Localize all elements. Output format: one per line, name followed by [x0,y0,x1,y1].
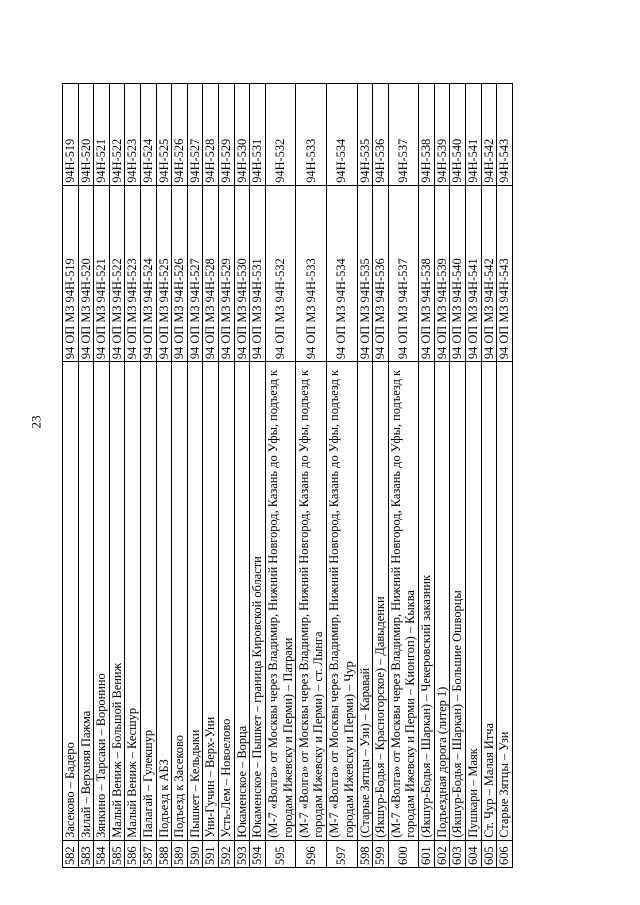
road-code-cell: 94Н-523 [125,84,141,186]
page-number: 23 [28,415,44,429]
road-code-cell: 94Н-539 [434,84,450,186]
road-id-cell: 94 ОП МЗ 94Н-537 [388,185,419,361]
table-row [296,84,327,868]
road-id-cell: 94 ОП МЗ 94Н-543 [497,185,513,361]
road-name-cell: Пушкари – Маяк [466,362,482,841]
road-id-cell: 94 ОП МЗ 94Н-525 [156,185,172,361]
road-code-cell: 94Н-530 [234,84,250,186]
table-row [109,84,125,868]
row-number-cell: 604 [466,840,482,867]
row-number-cell: 599 [373,840,389,867]
road-name-cell: Засеково – Бадеро [63,362,79,841]
road-name-cell: (М-7 «Волга» от Москвы через Владимир, Нижний Новгород, Казань до Уфы, подъезд к городам Ижевску и Перми) – Чур [326,362,357,841]
row-number-cell: 588 [156,840,172,867]
road-name-cell: Пышкет – Кельдыки [187,362,203,841]
row-number-cell: 595 [265,840,296,867]
table-row [172,84,188,868]
road-name-cell: Зилай – Верхняя Пажма [78,362,94,841]
road-name-cell: Малый Вениж – Кесшур [125,362,141,841]
road-code-cell: 94Н-528 [203,84,219,186]
table-row [388,84,419,868]
table-row [156,84,172,868]
road-code-cell: 94Н-531 [250,84,266,186]
road-code-cell: 94Н-532 [265,84,296,186]
table-row [218,84,234,868]
table-row [140,84,156,868]
road-id-cell: 94 ОП МЗ 94Н-519 [63,185,79,361]
table-row [78,84,94,868]
road-name-cell: Уни-Гучин – Верх-Уни [203,362,219,841]
road-code-cell: 94Н-527 [187,84,203,186]
road-code-cell: 94Н-525 [156,84,172,186]
road-name-cell: (Якшур-Бодья – Шаркан) – Большие Ошворцы [450,362,466,841]
road-code-cell: 94Н-538 [419,84,435,186]
table-row [357,84,373,868]
road-code-cell: 94Н-526 [172,84,188,186]
road-code-cell: 94Н-536 [373,84,389,186]
road-name-cell: Зянкино – Тарсаки – Воронино [94,362,110,841]
table-row [497,84,513,868]
row-number-cell: 601 [419,840,435,867]
row-number-cell: 582 [63,840,79,867]
road-id-cell: 94 ОП МЗ 94Н-528 [203,185,219,361]
road-code-cell: 94Н-519 [63,84,79,186]
road-id-cell: 94 ОП МЗ 94Н-541 [466,185,482,361]
row-number-cell: 590 [187,840,203,867]
road-name-cell: Подъездная дорога (литер 1) [434,362,450,841]
road-id-cell: 94 ОП МЗ 94Н-539 [434,185,450,361]
table-row [481,84,497,868]
road-id-cell: 94 ОП МЗ 94Н-520 [78,185,94,361]
road-id-cell: 94 ОП МЗ 94Н-533 [296,185,327,361]
road-name-cell: Подъезд к АБЗ [156,362,172,841]
road-code-cell: 94Н-521 [94,84,110,186]
row-number-cell: 600 [388,840,419,867]
row-number-cell: 603 [450,840,466,867]
row-number-cell: 605 [481,840,497,867]
road-id-cell: 94 ОП МЗ 94Н-527 [187,185,203,361]
road-name-cell: (Старые Зятцы – Узи) – Каравай [357,362,373,841]
row-number-cell: 597 [326,840,357,867]
table-row [326,84,357,868]
road-id-cell: 94 ОП МЗ 94Н-523 [125,185,141,361]
road-name-cell: Подъезд к Засеково [172,362,188,841]
road-id-cell: 94 ОП МЗ 94Н-530 [234,185,250,361]
road-id-cell: 94 ОП МЗ 94Н-535 [357,185,373,361]
road-name-cell: Палагай – Гулекшур [140,362,156,841]
road-code-cell: 94Н-543 [497,84,513,186]
table-row [434,84,450,868]
road-code-cell: 94Н-542 [481,84,497,186]
road-id-cell: 94 ОП МЗ 94Н-538 [419,185,435,361]
road-name-cell: Юкаменское – Пышкет – граница Кировской области [250,362,266,841]
road-code-cell: 94Н-537 [388,84,419,186]
roads-table [62,83,513,868]
row-number-cell: 589 [172,840,188,867]
table-row [125,84,141,868]
row-number-cell: 587 [140,840,156,867]
road-code-cell: 94Н-540 [450,84,466,186]
row-number-cell: 586 [125,840,141,867]
road-code-cell: 94Н-533 [296,84,327,186]
road-code-cell: 94Н-522 [109,84,125,186]
road-id-cell: 94 ОП МЗ 94Н-522 [109,185,125,361]
table-row [234,84,250,868]
road-id-cell: 94 ОП МЗ 94Н-542 [481,185,497,361]
row-number-cell: 596 [296,840,327,867]
road-code-cell: 94Н-520 [78,84,94,186]
row-number-cell: 585 [109,840,125,867]
table-row [63,84,79,868]
row-number-cell: 602 [434,840,450,867]
road-code-cell: 94Н-529 [218,84,234,186]
row-number-cell: 598 [357,840,373,867]
row-number-cell: 606 [497,840,513,867]
road-name-cell: Усть-Лем – Новоелово [218,362,234,841]
row-number-cell: 584 [94,840,110,867]
road-id-cell: 94 ОП МЗ 94Н-529 [218,185,234,361]
road-name-cell: Ст. Чур – Малая Итча [481,362,497,841]
road-id-cell: 94 ОП МЗ 94Н-531 [250,185,266,361]
row-number-cell: 593 [234,840,250,867]
roads-table-body [63,84,513,868]
road-id-cell: 94 ОП МЗ 94Н-534 [326,185,357,361]
rotated-content [62,83,513,868]
road-code-cell: 94Н-535 [357,84,373,186]
road-name-cell: (Якшур-Бодья – Красногорское) – Давыденки [373,362,389,841]
road-name-cell: (М-7 «Волга» от Москвы через Владимир, Нижний Новгород, Казань до Уфы, подъезд к городам Ижевску и Перми) – Патраки [265,362,296,841]
row-number-cell: 592 [218,840,234,867]
road-id-cell: 94 ОП МЗ 94Н-521 [94,185,110,361]
road-name-cell: (Якшур-Бодья – Шаркан) – Чекеровский заказник [419,362,435,841]
table-row [419,84,435,868]
row-number-cell: 594 [250,840,266,867]
table-row [203,84,219,868]
table-row [250,84,266,868]
road-code-cell: 94Н-524 [140,84,156,186]
road-name-cell: Юкаменское – Ворца [234,362,250,841]
road-name-cell: (М-7 «Волга» от Москвы через Владимир, Нижний Новгород, Казань до Уфы, подъезд к городам Ижевску и Перми – Кионгоп) – Кыква [388,362,419,841]
table-row [373,84,389,868]
table-row [94,84,110,868]
road-name-cell: (М-7 «Волга» от Москвы через Владимир, Нижний Новгород, Казань до Уфы, подъезд к городам Ижевску и Перми) – ст. Лынга [296,362,327,841]
row-number-cell: 583 [78,840,94,867]
road-code-cell: 94Н-534 [326,84,357,186]
road-id-cell: 94 ОП МЗ 94Н-526 [172,185,188,361]
row-number-cell: 591 [203,840,219,867]
table-row [265,84,296,868]
road-name-cell: Малый Вениж – Большой Вениж [109,362,125,841]
road-id-cell: 94 ОП МЗ 94Н-540 [450,185,466,361]
road-name-cell: Старые Зятцы – Узи [497,362,513,841]
table-row [450,84,466,868]
road-id-cell: 94 ОП МЗ 94Н-524 [140,185,156,361]
road-id-cell: 94 ОП МЗ 94Н-536 [373,185,389,361]
table-row [466,84,482,868]
road-id-cell: 94 ОП МЗ 94Н-532 [265,185,296,361]
table-row [187,84,203,868]
road-code-cell: 94Н-541 [466,84,482,186]
